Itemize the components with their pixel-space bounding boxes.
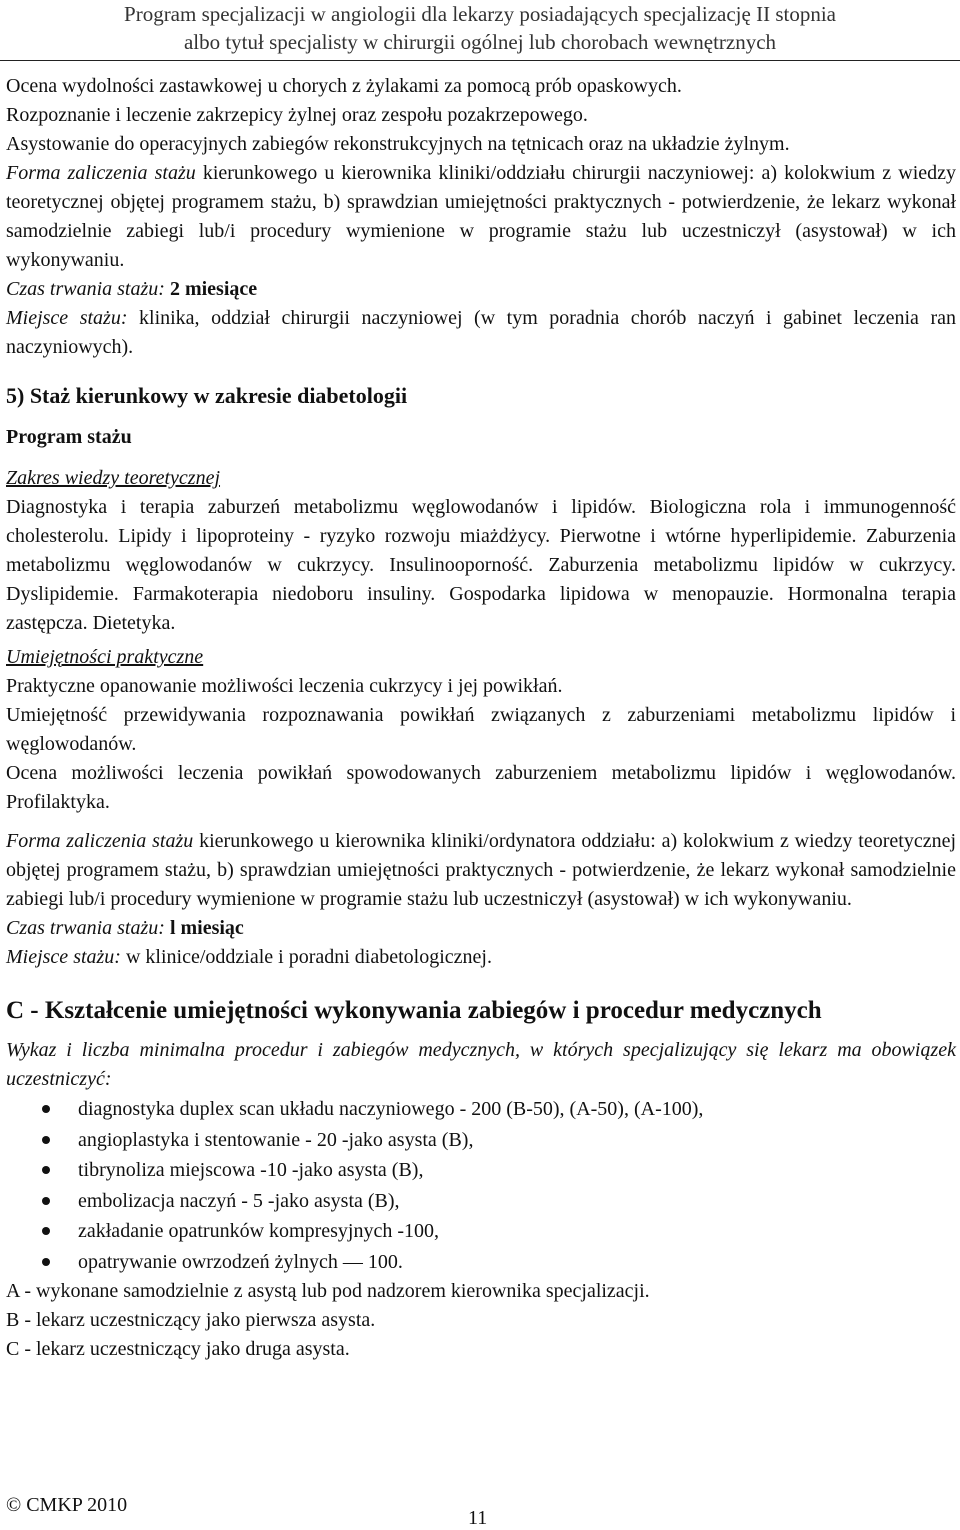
bullet-icon: [42, 1227, 50, 1235]
list-item: diagnostyka duplex scan układu naczyniowego - 200 (B-50), (A-50), (A-100),: [78, 1094, 956, 1125]
list-item: zakładanie opatrunków kompresyjnych -100,: [78, 1216, 956, 1247]
skill-line: Asystowanie do operacyjnych zabiegów rekonstrukcyjnych na tętnicach oraz na układzie żylnym.: [6, 133, 790, 155]
miejsce-text: klinika, oddział chirurgii naczyniowej (w tym poradnia chorób naczyń i gabinet leczenia ran naczyniowych).: [6, 307, 956, 358]
zakres-wiedzy-text: Diagnostyka i terapia zaburzeń metabolizmu węglowodanów i lipidów. Biologiczna rola i immunogenność cholesterolu. Lipidy i lipoproteiny - ryzyko rozwoju miażdżycy. Pierwotne i wtórne hyperlipidemie. Zaburzenia metabolizmu węglowodanów w cukrzycy. Insulinooporność. Zaburzenia metabolizmu lipidów w cukrzycy. Dyslipidemie. Farmakoterapia niedoboru insuliny. Gospodarka lipidowa w menopauzie. Hormonalna terapia zastępcza. Dietetyka.: [6, 496, 956, 634]
forma-label: Forma zaliczenia stażu: [6, 162, 196, 184]
section-c-title: C - Kształcenie umiejętności wykonywania zabiegów i procedur medycznych: [6, 997, 822, 1024]
umiejetnosc-line: Umiejętność przewidywania rozpoznawania powikłań związanych z zaburzeniami metabolizmu lipidów i węglowodanów.: [6, 704, 956, 755]
legend-line: A - wykonane samodzielnie z asystą lub pod nadzorem kierownika specjalizacji.: [6, 1280, 650, 1302]
page-header: [0, 0, 960, 61]
list-item: tibrynoliza miejscowa -10 -jako asysta (B),: [78, 1155, 956, 1186]
header-line-1: Program specjalizacji w angiologii dla lekarzy posiadających specjalizację II stopnia: [124, 2, 836, 26]
header-line-2: albo tytuł specjalisty w chirurgii ogólnej lub chorobach wewnętrznych: [183, 30, 777, 54]
program-stazu-heading: Program stażu: [6, 426, 132, 448]
bullet-icon: [42, 1166, 50, 1174]
miejsce-stazu-line: [6, 943, 956, 972]
forma-label: Forma zaliczenia stażu: [6, 830, 194, 852]
skill-line: Ocena wydolności zastawkowej u chorych z żylakami za pomocą prób opaskowych.: [6, 75, 682, 97]
bullet-icon: [42, 1105, 50, 1113]
zakres-wiedzy-heading: Zakres wiedzy teoretycznej: [6, 467, 221, 489]
procedures-intro: Wykaz i liczba minimalna procedur i zabiegów medycznych, w których specjalizujący się lekarz ma obowiązek uczestniczyć:: [6, 1039, 956, 1090]
list-item: embolizacja naczyń - 5 -jako asysta (B),: [78, 1186, 956, 1217]
page-number: 11: [468, 1507, 488, 1529]
copyright: © CMKP 2010: [6, 1494, 128, 1516]
page-footer: [6, 1494, 956, 1529]
document-body: [6, 72, 956, 1364]
czas-label: Czas trwania stażu:: [6, 278, 165, 300]
bullet-icon: [42, 1136, 50, 1144]
list-item: opatrywanie owrzodzeń żylnych — 100.: [78, 1247, 956, 1278]
miejsce-label: Miejsce stażu:: [6, 307, 128, 329]
legend-line: C - lekarz uczestniczący jako druga asysta.: [6, 1338, 350, 1360]
umiejetnosc-line: Praktyczne opanowanie możliwości leczenia cukrzycy i jej powikłań.: [6, 675, 563, 697]
czas-value: l miesiąc: [164, 917, 244, 939]
miejsce-text: w klinice/oddziale i poradni diabetologicznej.: [120, 946, 492, 968]
czas-trwania-line: [6, 275, 956, 304]
section-5-title: 5) Staż kierunkowy w zakresie diabetologii: [6, 383, 408, 408]
umiejetnosci-heading: Umiejętności praktyczne: [6, 646, 204, 668]
miejsce-label: Miejsce stażu:: [6, 946, 121, 968]
procedure-list: [6, 1094, 956, 1277]
forma-text: kierunkowego u kierownika kliniki/oddziału chirurgii naczyniowej: a) kolokwium z wiedzy teoretycznej objętej programem stażu, b) sprawdzian umiejętności praktycznych - potwierdzenie, że lekarz wykonał samodzielnie zabiegi lub/i procedury wymienione w programie stażu lub uczestniczył (asystował) w ich wykonywaniu.: [6, 162, 956, 271]
umiejetnosc-line: Ocena możliwości leczenia powikłań spowodowanych zaburzeniem metabolizmu lipidów i węglowodanów. Profilaktyka.: [6, 762, 956, 813]
czas-label: Czas trwania stażu:: [6, 917, 165, 939]
forma-zaliczenia-paragraph: [6, 159, 956, 275]
czas-trwania-line: [6, 914, 956, 943]
list-item: angioplastyka i stentowanie - 20 -jako asysta (B),: [78, 1125, 956, 1156]
forma-zaliczenia-paragraph: [6, 827, 956, 914]
miejsce-stazu-paragraph: [6, 304, 956, 362]
bullet-icon: [42, 1258, 50, 1266]
forma-text: kierunkowego u kierownika kliniki/ordynatora oddziału: a) kolokwium z wiedzy teoretycznej objętej programem stażu, b) sprawdzian umiejętności praktycznych - potwierdzenie, że lekarz wykonał samodzielnie zabiegi lub/i procedury wymienione w programie stażu lub uczestniczył (asystował) w ich wykonywaniu.: [6, 830, 956, 910]
czas-value: 2 miesiące: [164, 278, 258, 300]
legend-line: B - lekarz uczestniczący jako pierwsza asysta.: [6, 1309, 376, 1331]
skill-line: Rozpoznanie i leczenie zakrzepicy żylnej oraz zespołu pozakrzepowego.: [6, 104, 588, 126]
bullet-icon: [42, 1197, 50, 1205]
